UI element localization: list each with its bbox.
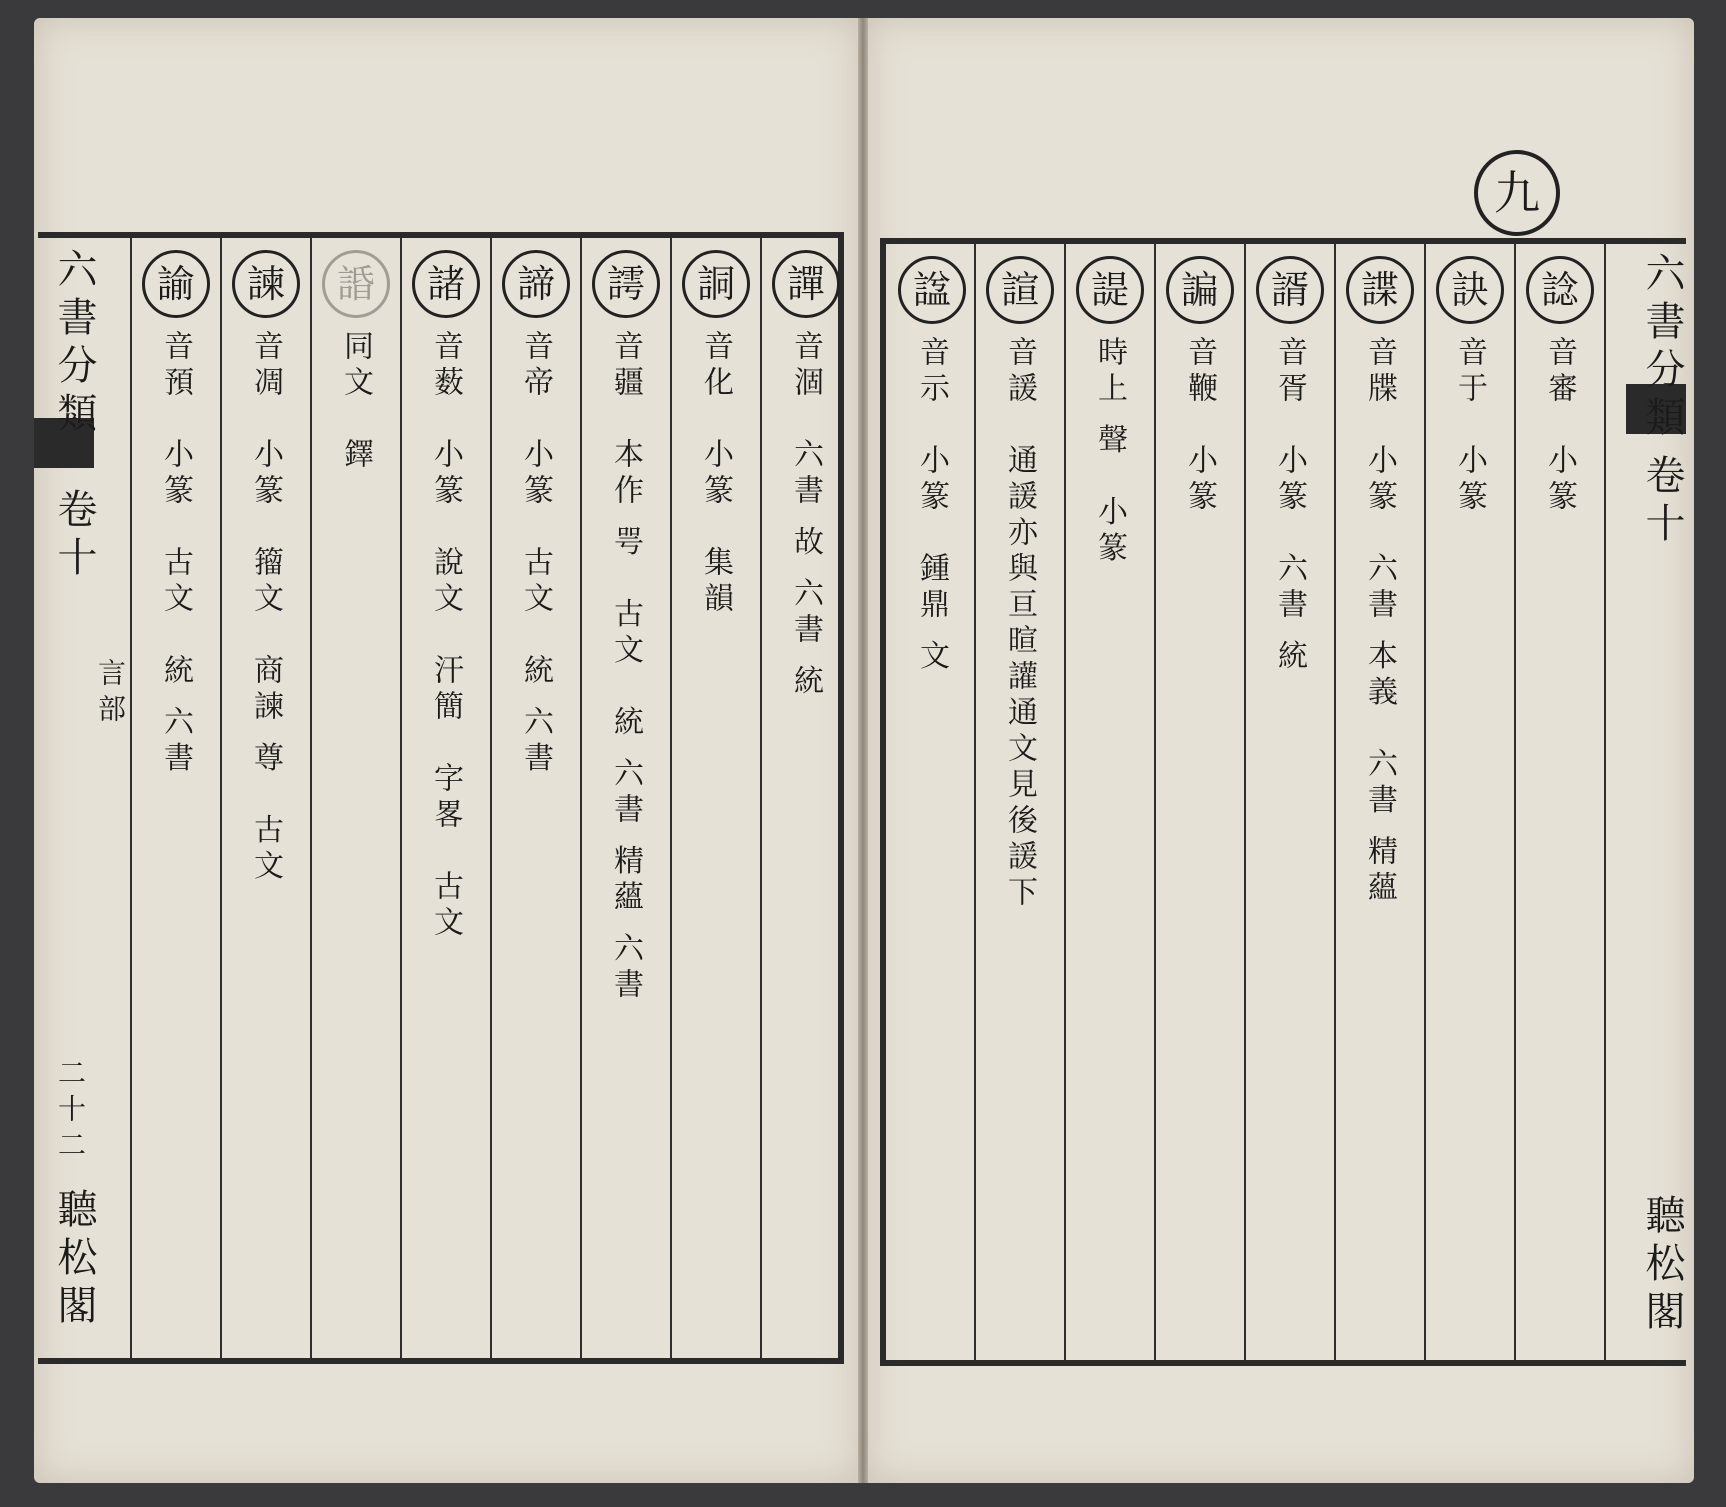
margin-section: 言部 xyxy=(94,658,127,730)
entry-text: 同文 鐸 xyxy=(338,330,373,474)
entry-text: 音薮 小篆 說文 汗簡 字畧 古文 xyxy=(428,330,463,942)
entry-column xyxy=(490,238,580,1358)
head-character: 諫 xyxy=(232,250,300,318)
head-character: 訣 xyxy=(1436,256,1504,324)
entry-column xyxy=(220,238,310,1358)
head-character: 譂 xyxy=(772,250,840,318)
head-character: 諞 xyxy=(1166,256,1234,324)
book-gutter xyxy=(858,18,868,1483)
entry-text: 音示 小篆 鍾鼎 文 xyxy=(914,336,949,676)
head-character: 諭 xyxy=(142,250,210,318)
head-character: 諙 xyxy=(322,250,390,318)
entry-text: 音鞭 小篆 xyxy=(1182,336,1217,516)
head-character: 謣 xyxy=(592,250,660,318)
entry-column xyxy=(400,238,490,1358)
entry-text: 音預 小篆 古文 統 六書 xyxy=(158,330,193,778)
entry-text: 音審 小篆 xyxy=(1542,336,1577,516)
head-character: 詷 xyxy=(682,250,750,318)
margin-publisher: 聽松閣 xyxy=(51,1188,97,1332)
head-character: 諝 xyxy=(1256,256,1324,324)
head-character: 諠 xyxy=(986,256,1054,324)
entry-text: 音涸 六書 故 六書 統 xyxy=(788,330,823,701)
margin-volume: 卷十 xyxy=(51,488,97,584)
entry-column xyxy=(1334,244,1424,1360)
entry-column xyxy=(580,238,670,1358)
margin-volume: 卷十 xyxy=(1639,454,1685,550)
margin-leaf-number: 二十二 xyxy=(54,1058,87,1166)
head-character: 諡 xyxy=(898,256,966,324)
head-character: 諟 xyxy=(1076,256,1144,324)
entry-text: 音諼 通諼亦與亘暄讙通文見後諼下 xyxy=(1002,336,1037,912)
entry-text: 音疆 本作 咢 古文 統 六書 精蘊 六書 xyxy=(608,330,643,1005)
page-number-seal: 九 xyxy=(1474,150,1560,236)
head-character: 諦 xyxy=(502,250,570,318)
entry-text: 音凋 小篆 籀文 商諫 尊 古文 xyxy=(248,330,283,886)
left-page-frame xyxy=(38,232,844,1364)
head-character: 諗 xyxy=(1526,256,1594,324)
entry-text: 音化 小篆 集韻 xyxy=(698,330,733,618)
column-rule xyxy=(1604,244,1606,1360)
entry-column xyxy=(886,244,976,1360)
entry-column xyxy=(974,244,1064,1360)
entry-text: 時上 聲 小篆 xyxy=(1092,336,1127,568)
entry-column xyxy=(1064,244,1154,1360)
entry-column xyxy=(1424,244,1514,1360)
entry-column xyxy=(1154,244,1244,1360)
entry-text: 音牒 小篆 六書 本義 六書 精蘊 xyxy=(1362,336,1397,908)
margin-title: 六書分類 xyxy=(51,248,97,440)
head-character: 諜 xyxy=(1346,256,1414,324)
margin-publisher: 聽松閣 xyxy=(1639,1194,1685,1338)
margin-title: 六書分類 xyxy=(1639,252,1685,444)
entry-text: 音于 小篆 xyxy=(1452,336,1487,516)
entry-text: 音胥 小篆 六書 統 xyxy=(1272,336,1307,676)
head-character: 諸 xyxy=(412,250,480,318)
entry-column xyxy=(1514,244,1604,1360)
entry-column xyxy=(760,238,850,1358)
entry-column xyxy=(1244,244,1334,1360)
entry-column xyxy=(310,238,400,1358)
entry-text: 音帝 小篆 古文 統 六書 xyxy=(518,330,553,778)
entry-column xyxy=(130,238,220,1358)
entry-column xyxy=(670,238,760,1358)
right-page-frame xyxy=(880,238,1686,1366)
